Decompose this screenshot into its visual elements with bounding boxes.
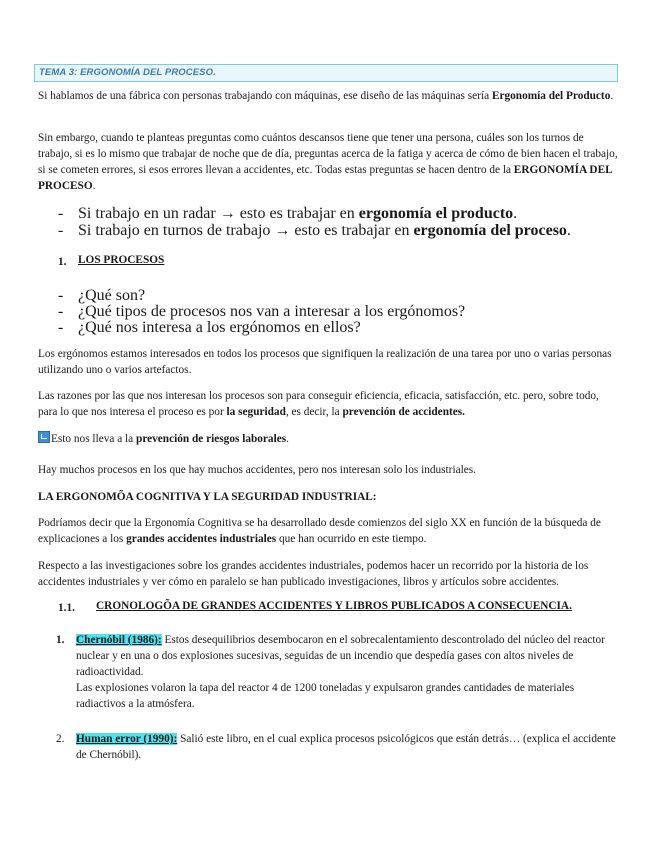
paragraph-cognitive-ergonomics: Podríamos decir que la Ergonomía Cognitiva se ha desarrollado desde comienzos del siglo XX en función de la búsqueda de explicaciones a los grandes accidentes industriales que han ocurrido en este tiempo. (38, 517, 601, 545)
paragraph-reasons: Las razones por las que nos interesan los procesos son para conseguir eficiencia, eficacia, satisfacción, etc. pero, sobre todo, para lo que nos interesa el proceso es por la seguridad, es decir, la prevención de accidentes. (38, 390, 599, 418)
paragraph-process-ergonomics: Sin embargo, cuando te planteas preguntas como cuántos descansos tiene que tener una persona, cuáles son los turnos de trabajo, si es lo mismo que trabajar de noche que de día, preguntas acerca de la fatiga y acerca de cómo de bien hacen el trabajo, si se cometen errores, si esos errores llevan a accidentes, etc. Todas estas preguntas se hacen dentro de la ERGONOMÍA DEL PROCESO. (38, 132, 618, 192)
paragraph-risk-prevention: Esto nos lleva a la prevención de riesgos laborales. (38, 431, 620, 447)
section-heading-processes: 1. LOS PROCESOS (58, 254, 165, 268)
topic-heading: TEMA 3: ERGONOMÍA DEL PROCESO. (39, 67, 216, 78)
list-item: - ¿Qué nos interesa a los ergónomos en ellos? (58, 319, 361, 336)
list-item: - Si trabajo en turnos de trabajo → esto es trabajar en ergonomía del proceso. (58, 222, 571, 239)
list-item: - ¿Qué tipos de procesos nos van a interesar a los ergónomos? (58, 303, 466, 320)
paragraph-product-ergonomics: Si hablamos de una fábrica con personas trabajando con máquinas, ese diseño de las máquinas sería Ergonomía del Producto. (38, 90, 614, 102)
highlight-human-error: Human error (1990): (76, 733, 178, 745)
paragraph-industrial: Hay muchos procesos en los que hay muchos accidentes, pero nos interesan solo los industriales. (38, 464, 476, 476)
topic-heading-box (34, 64, 618, 82)
highlight-chernobyl: Chernóbil (1986): (76, 634, 162, 646)
subsection-heading-chronology: 1.1. CRONOLOGÕA DE GRANDES ACCIDENTES Y LIBROS PUBLICADOS A CONSECUENCIA. (58, 600, 572, 614)
list-item: - ¿Qué son? (58, 287, 146, 304)
paragraph-ergonomists-interest: Los ergónomos estamos interesados en todos los procesos que signifiquen la realización de una tarea por uno o varias personas utilizando uno o varios artefactos. (38, 348, 612, 376)
heading-cognitive-ergonomics: LA ERGONOMÕA COGNITIVA Y LA SEGURIDAD INDUSTRIAL: (38, 491, 377, 503)
list-item: - Si trabajo en un radar → esto es trabajar en ergonomía el producto. (58, 205, 518, 222)
paragraph-research: Respecto a las investigaciones sobre los grandes accidentes industriales, podemos hacer un recorrido por la historia de los accidentes industriales y ver cómo en paralelo se han publicado investigaciones, libros y artículos sobre accidentes. (38, 560, 589, 588)
document-icon (38, 431, 50, 443)
